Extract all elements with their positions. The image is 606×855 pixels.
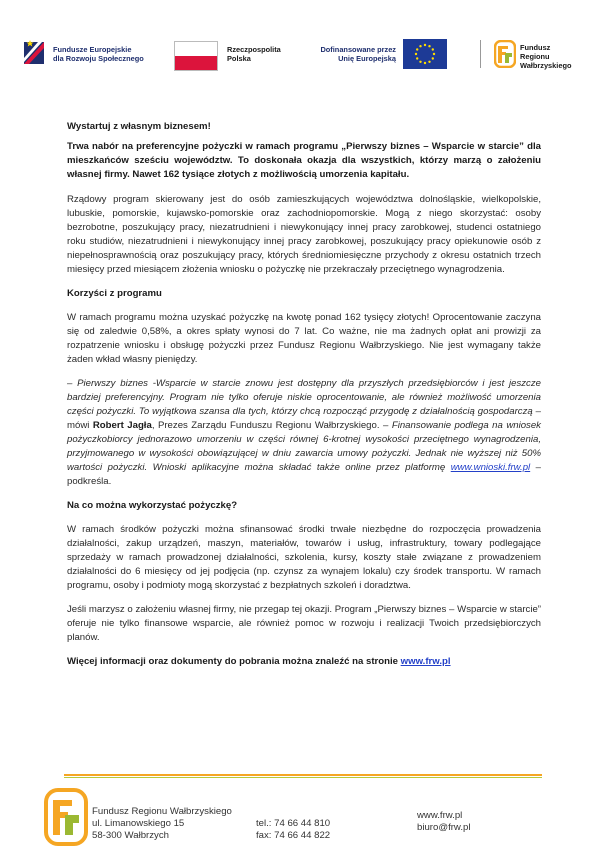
eu-star-icon [428,45,430,47]
eu-star-icon [419,61,421,63]
footer-website-link[interactable]: www.frw.pl [417,810,463,821]
intro-post: dla mieszkańców sześciu województw. To doskonała okazja dla wszystkich, którzy marzą o założeniu własnej firmy. Nawet 162 tysiące złotych z możliwością umorzenia kapitału. [67,141,541,180]
footer-fax: fax: 74 66 44 822 [256,830,331,841]
more-info-paragraph [67,655,541,669]
logo-bar [0,0,606,80]
header-divider [480,40,481,68]
european-funds-line2: dla Rozwoju Społecznego [53,54,144,63]
quote-paragraph [67,377,541,489]
republic-of-poland-label [227,45,281,63]
footer-street: ul. Limanowskiego 15 [92,818,185,829]
frw-name-label [520,43,571,70]
quote-part1: – Pierwszy biznes -Wsparcie w starcie znowu jest dostępny dla przyszłych przedsiębiorców i jest jeszcze bardziej preferencyjny. Program nie tylko oferuje niskie oprocentowanie, ale również możliwość umorzenia części pożyczki. To wyjątkowa szansa dla tych, którzy chcą rozpocząć przygodę z działalnością gospodarczą [67,378,541,417]
footer-org-name: Fundusz Regionu Wałbrzyskiego [92,806,232,817]
usage-paragraph: W ramach środków pożyczki można sfinansować środki trwałe niezbędne do rozpoczęcia prowadzenia działalności, zakup urządzeń, maszyn, materiałów, towarów i usług, infrastruktury, towary podlegające sprzedaży w ramach prowadzonej działalności, szkolenia, kursy, koszty stałe związane z prowadzeniem działalności do 6 miesięcy od jej podjęcia (np. czynsz za wynajem lokalu) czy środek transportu. W ramach programu, osoby i podmioty mogą skorzystać z bezpłatnych szkoleń i doradztwa. [67,524,541,591]
eu-star-icon [428,61,430,63]
frw-footer-logo-icon [44,788,88,846]
eu-star-icon [433,53,435,55]
frw-line3: Wałbrzyskiego [520,61,572,70]
usage-heading: Na co można wykorzystać pożyczkę? [67,500,238,511]
intro-paragraph [67,140,541,182]
benefits-paragraph: W ramach programu można uzyskać pożyczkę na kwotę ponad 162 tysięcy złotych! Oprocentowanie zaczyna się od zaledwie 0,58%, a okres spłaty wynosi do 7 lat. Co ważne, nie ma żadnych opłat ani prowizji za rozpatrzenie wniosku i obsługę pożyczki przez Fundusz Regionu Wałbrzyskiego. Nie jest wymagany także żaden wkład własny pieniędzy. [67,312,541,365]
page-title: Wystartuj z własnym biznesem! [67,121,211,132]
eu-star-icon [416,57,418,59]
quote-part2: – Finansowanie podlega na wniosek pożyczkobiorcy jednorazowo umorzeniu w części równej 6-krotnej wysokości przeciętnego wynagrodzenia, przyjmowanego w wysokości obowiązującej w dniu zawarcia umowy pożyczki. Jednak nie wyższej niż 50% wartości pożyczki. Wnioski aplikacyjne można składać także online przez platformę [67,420,541,473]
footer-divider-orange [64,774,542,776]
quote-end: – podkreśla. [67,462,541,487]
letter-body [67,120,541,669]
intro-program: „Pierwszy biznes – Wsparcie w starcie” [341,141,524,152]
eligibility-paragraph: Rządowy program skierowany jest do osób zamieszkujących województwa dolnośląskie, wielkopolskie, lubuskie, pomorskie, kujawsko-pomorskie oraz zachodniopomorskie. Mogą z niego skorzystać: osoby bezrobotne, poszukujący pracy, niezatrudnieni i niewykonujący innej pracy zarobkowej, studenci ostatniego roku studiów, niezatrudnieni i niewykonujący innej pracy zarobkowej, poszukujący pracy opiekunowie osób z niepełnosprawnością oraz poszukujący pracy, których średniomiesięczne przychody z okresu ostatnich trzech miesięcy przed miesiącem złożenia wniosku o pożyczkę nie przekraczały przeciętnego wynagrodzenia. [67,194,541,275]
eu-line1: Dofinansowane przez [320,45,396,54]
frw-logo-icon [494,40,516,68]
european-funds-logo-icon [24,36,48,66]
more-info-text: Więcej informacji oraz dokumenty do pobrania można znaleźć na stronie [67,656,401,667]
frw-website-link[interactable]: www.frw.pl [400,656,451,667]
benefits-heading: Korzyści z programu [67,288,162,299]
intro-pre: Trwa nabór na preferencyjne pożyczki w ramach programu [67,141,342,152]
eu-star-icon [432,57,434,59]
european-funds-line1: Fundusze Europejskie [53,45,132,54]
wnioski-link[interactable]: www.wnioski.frw.pl [450,462,531,473]
footer-phone-block [256,818,330,842]
footer-city: 58-300 Wałbrzych [92,830,169,841]
quote-says: – mówi [67,406,541,431]
footer-email-link[interactable]: biuro@frw.pl [417,822,471,833]
eu-star-icon [419,45,421,47]
poland-flag-icon [174,41,218,71]
eu-star-icon [424,44,426,46]
rp-line2: Polska [227,54,251,63]
footer-divider-green [64,777,542,778]
footer-web-block [417,810,470,834]
eu-funding-label [306,45,396,63]
closing-paragraph: Jeśli marzysz o założeniu własnej firmy, nie przegap tej okazji. Program „Pierwszy biznes – Wsparcie w starcie” oferuje nie tylko finansowe wsparcie, ale również pomoc w rozwoju i realizacji Twoich przedsiębiorczych planów. [67,604,541,643]
footer-address [92,806,232,842]
eu-star-icon [424,62,426,64]
eu-star-icon [416,48,418,50]
eu-flag-icon [403,39,447,69]
european-funds-label [53,45,144,63]
eu-line2: Unię Europejską [338,54,396,63]
frw-line2: Regionu [520,52,550,61]
eu-star-icon [432,48,434,50]
eu-star-icon [415,53,417,55]
frw-line1: Fundusz [520,43,551,52]
quote-role: , Prezes Zarządu Funduszu Regionu Wałbrzyskiego. [151,420,380,431]
footer-tel: tel.: 74 66 44 810 [256,818,331,829]
quote-speaker: Robert Jagła [92,420,152,431]
rp-line1: Rzeczpospolita [227,45,281,54]
